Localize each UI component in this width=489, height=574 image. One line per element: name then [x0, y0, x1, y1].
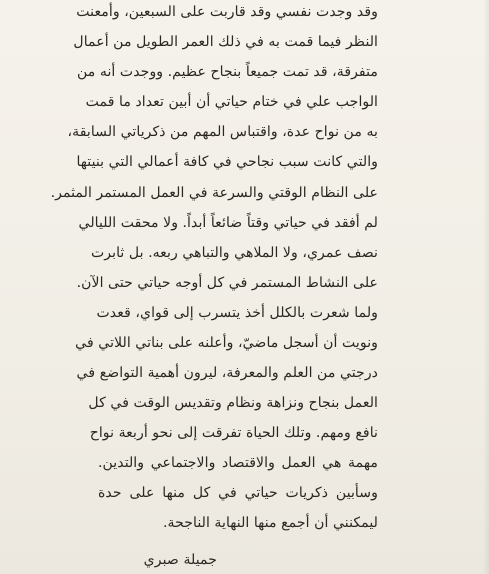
text-line-13: درجتي من العلم والمعرفة، ليرون أهمية التواضع في — [76, 365, 378, 381]
text-line-1: وقد وجدت نفسي وقد قاربت على السبعين، وأمعنت — [76, 4, 378, 20]
text-line-8: لم أفقد في حياتي وقتاً ضائعاً أبداً. ولا محقت الليالي — [78, 215, 378, 231]
text-line-7: على النظام الوقتي والسرعة في العمل المستمر المثمر. — [50, 185, 378, 201]
text-line-16: مهمة هي العمل والاقتصاد والاجتماعي والتدين. — [98, 455, 378, 471]
text-line-12: ونويت أن أسجل ماضيّ، وأعلنه على بناتي اللاتي في — [75, 335, 378, 351]
author-signature: جميلة صبري — [143, 552, 217, 568]
text-line-6: والتي كانت سبب نجاحي في كافة أعمالي التي بنيتها — [76, 154, 378, 170]
text-line-17: وسأبين ذكريات حياتي في كل منها على حدة — [98, 485, 378, 501]
text-line-9: نصف عمري، ولا الملاهي والتباهي ربعه. بل ثابرت — [90, 245, 378, 261]
text-line-11: ولما شعرت بالكلل أخذ يتسرب إلى قواي، قعدت — [96, 305, 378, 321]
text-line-15: نافع ومهم. وتلك الحياة تفرقت إلى نحو أربعة نواح — [89, 425, 378, 441]
text-line-10: على النشاط المستمر في كل أوجه حياتي حتى الآن. — [76, 275, 378, 291]
text-line-4: الواجب علي في ختام حياتي أن أبين تعداد ما قمت — [85, 94, 378, 110]
text-line-5: به من نواح عدة، واقتباس المهم من ذكرياتي السابقة، — [67, 124, 378, 140]
text-line-18: ليمكنني أن أجمع منها النهاية الناجحة. — [162, 515, 378, 531]
text-line-3: متفرقة، قد تمت جميعاً بنجاح عظيم. ووجدت أنه من — [76, 64, 378, 80]
text-line-2: النظر فيما قمت به في ذلك العمر الطويل من أعمال — [73, 34, 378, 50]
text-line-14: العمل بنجاح ونزاهة ونظام وتقديس الوقت في كل — [88, 395, 378, 411]
